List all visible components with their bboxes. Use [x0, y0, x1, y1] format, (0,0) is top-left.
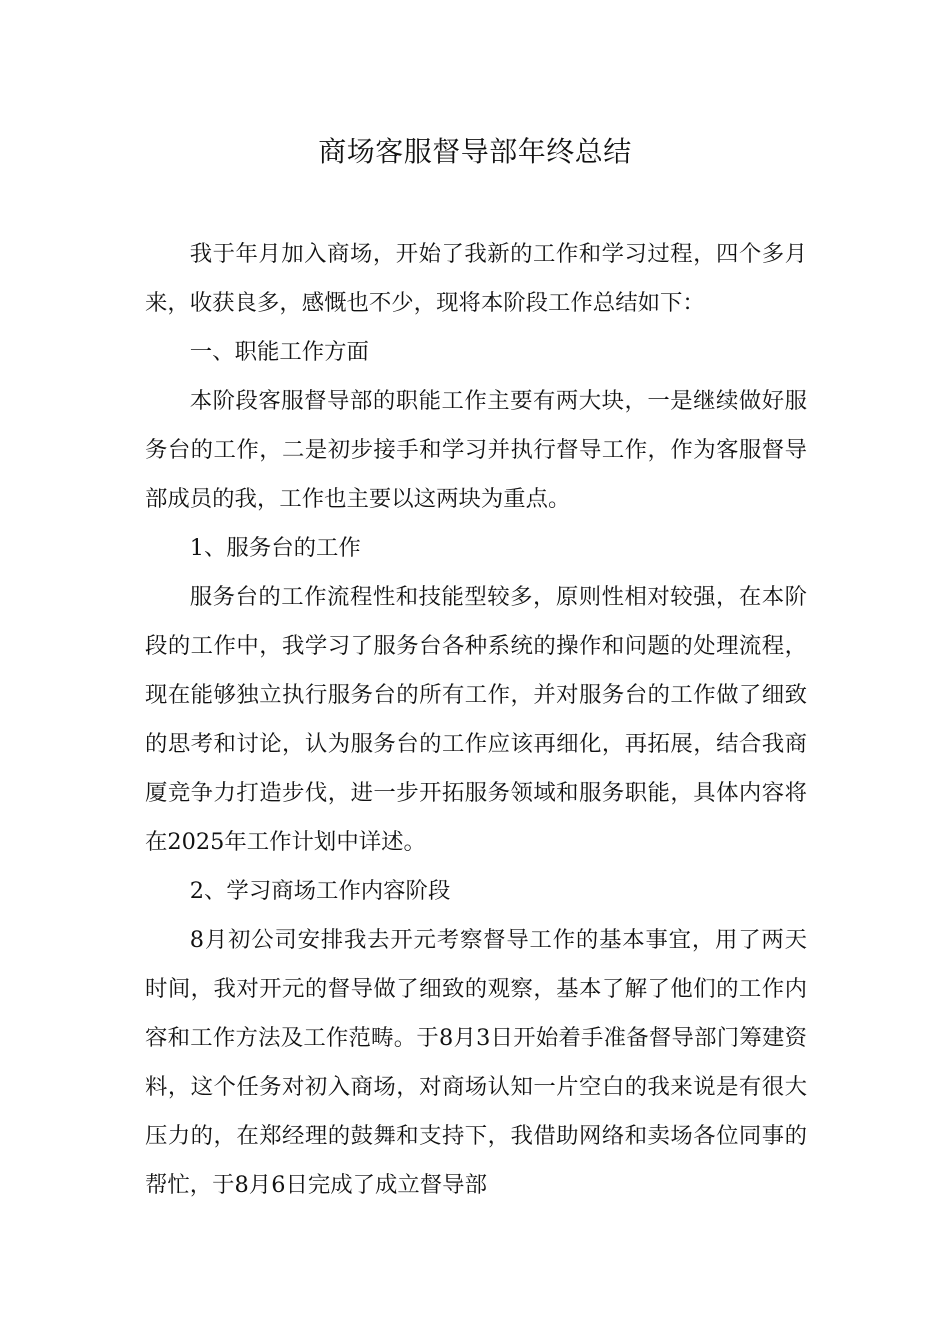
paragraph-service-desk: 服务台的工作流程性和技能型较多，原则性相对较强，在本阶段的工作中，我学习了服务台各种系统的操作和问题的处理流程，现在能够独立执行服务台的所有工作，并对服务台的工作做了细致的思考和讨论，认为服务台的工作应该再细化，再拓展，结合我商厦竞争力打造步伐，进一步开拓服务领域和服务职能，具体内容将在2025年工作计划中详述。 [145, 584, 807, 855]
paragraph-functional-work: 本阶段客服督导部的职能工作主要有两大块，一是继续做好服务台的工作，二是初步接手和学习并执行督导工作，作为客服督导部成员的我，工作也主要以这两块为重点。 [145, 388, 807, 512]
document-title: 商场客服督导部年终总结 [318, 135, 632, 168]
paragraph-learning-stage: 8月初公司安排我去开元考察督导工作的基本事宜，用了两天时间，我对开元的督导做了细致的观察，基本了解了他们的工作内容和工作方法及工作范畴。于8月3日开始着手准备督导部门筹建资料，这个任务对初入商场，对商场认知一片空白的我来说是有很大压力的，在郑经理的鼓舞和支持下，我借助网络和卖场各位同事的帮忙，于8月6日完成了成立督导部 [145, 927, 807, 1198]
subsection-heading-learning-stage: 2、学习商场工作内容阶段 [189, 878, 451, 904]
section-heading-functional-work: 一、职能工作方面 [189, 339, 369, 365]
paragraph-intro: 我于年月加入商场，开始了我新的工作和学习过程，四个多月来，收获良多，感慨也不少，现将本阶段工作总结如下： [145, 241, 807, 316]
document-body [145, 230, 807, 1210]
subsection-heading-service-desk: 1、服务台的工作 [189, 535, 361, 561]
